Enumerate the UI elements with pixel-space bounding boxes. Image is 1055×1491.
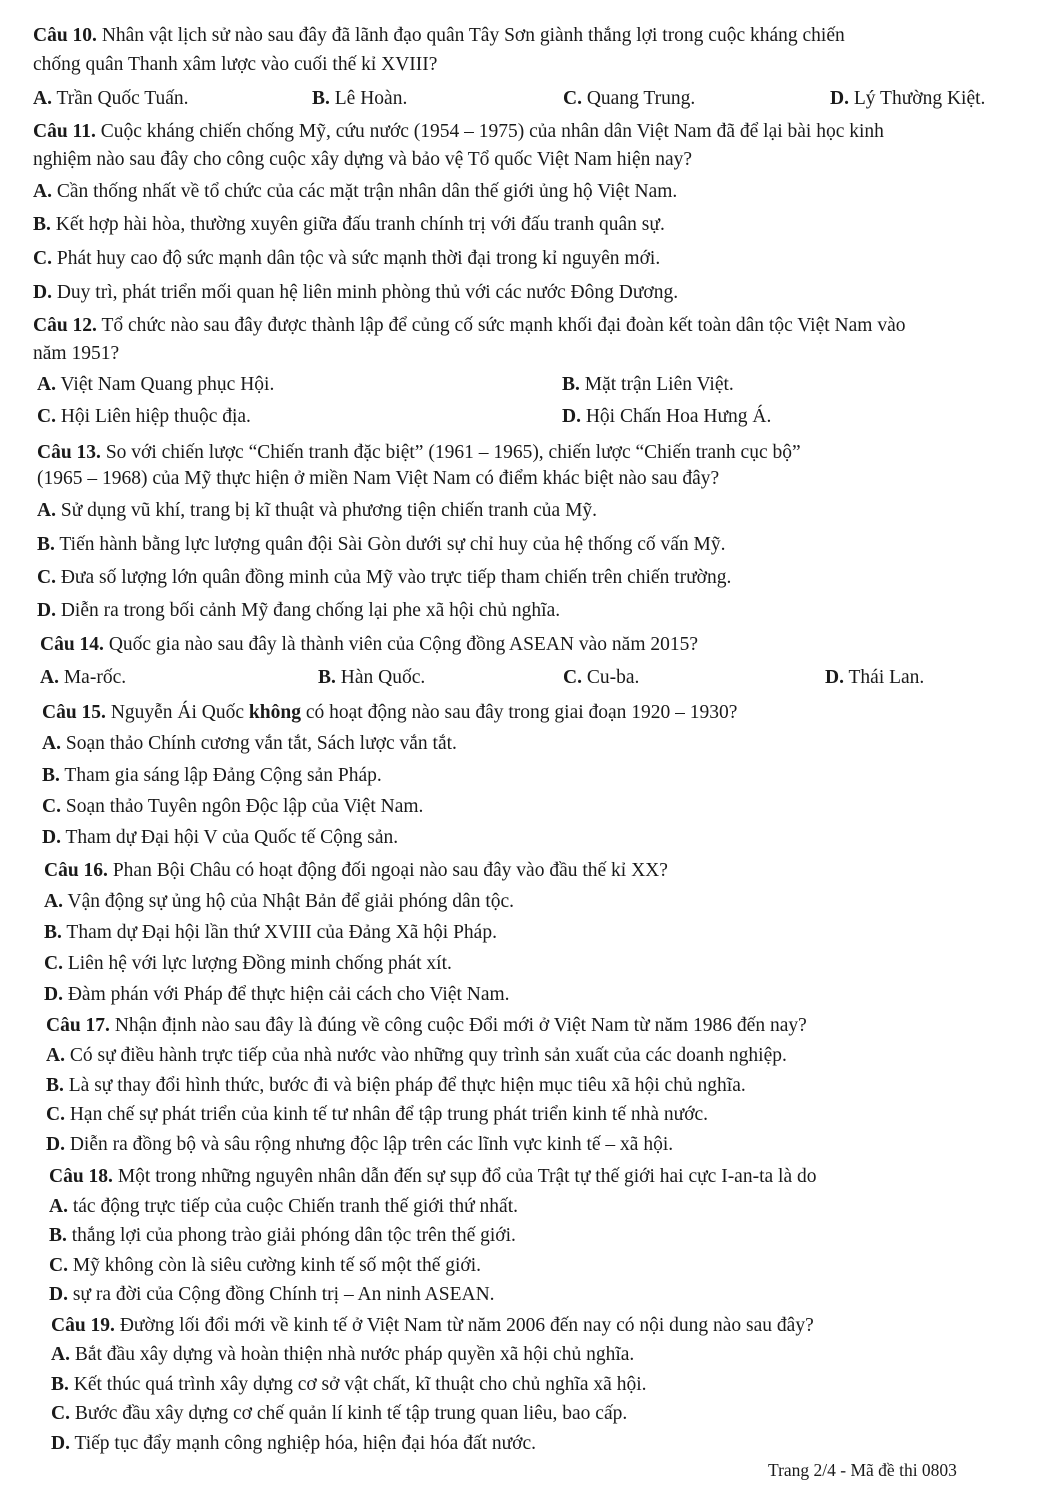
option-letter: D. (562, 406, 581, 427)
option-letter: A. (42, 733, 61, 754)
option-text: Phát huy cao độ sức mạnh dân tộc và sức mạnh thời đại trong kỉ nguyên mới. (56, 248, 661, 269)
question-16-option-d (44, 983, 510, 1007)
option-text: Cu-ba. (586, 667, 640, 688)
question-10-option-b (312, 87, 407, 111)
question-18-label: Câu 18. (49, 1166, 113, 1187)
option-letter: D. (37, 600, 56, 621)
option-text: Tham dự Đại hội lần thứ XVIII của Đảng Xã hội Pháp. (66, 922, 497, 943)
question-12-stem-line-1 (33, 314, 905, 338)
question-11-stem-text-1: Cuộc kháng chiến chống Mỹ, cứu nước (1954 – 1975) của nhân dân Việt Nam đã để lại bài học kinh (100, 121, 884, 142)
question-18-stem-text-1: Một trong những nguyên nhân dẫn đến sự sụp đổ của Trật tự thế giới hai cực I-an-ta là do (117, 1166, 817, 1187)
option-letter: C. (51, 1403, 70, 1424)
question-13-option-a (37, 499, 597, 523)
question-12-option-c (37, 405, 251, 429)
option-letter: A. (49, 1196, 68, 1217)
question-11-option-c (33, 247, 660, 271)
option-letter: B. (42, 765, 60, 786)
option-text: Duy trì, phát triển mối quan hệ liên minh phòng thủ với các nước Đông Dương. (56, 282, 679, 303)
option-text: Tham dự Đại hội V của Quốc tế Cộng sản. (65, 827, 399, 848)
question-12-option-a (37, 373, 274, 397)
option-text: Kết hợp hài hòa, thường xuyên giữa đấu tranh chính trị với đấu tranh quân sự. (55, 214, 665, 235)
question-11-stem-line-2: nghiệm nào sau đây cho công cuộc xây dựng và bảo vệ Tổ quốc Việt Nam hiện nay? (33, 149, 693, 170)
question-17-stem-line-1 (46, 1014, 807, 1038)
option-text: Ma-rốc. (63, 667, 127, 688)
question-16-option-c (44, 952, 452, 976)
option-letter: B. (318, 667, 336, 688)
question-14-stem-line-1 (40, 633, 698, 657)
option-letter: B. (49, 1225, 67, 1246)
question-18-option-d (49, 1283, 495, 1307)
option-text: Liên hệ với lực lượng Đồng minh chống phát xít. (67, 953, 452, 974)
option-letter: A. (51, 1344, 70, 1365)
question-15-stem-pre: Nguyễn Ái Quốc (110, 702, 249, 723)
question-18-option-b (49, 1224, 516, 1248)
option-letter: C. (46, 1104, 65, 1125)
question-17-option-b (46, 1074, 746, 1098)
option-letter: D. (44, 984, 63, 1005)
option-letter: C. (44, 953, 63, 974)
question-15-option-a (42, 732, 457, 756)
question-18-option-c (49, 1254, 481, 1278)
question-15-stem-emphasis: không (248, 702, 301, 723)
option-text: Thái Lan. (848, 667, 925, 688)
question-17-option-a (46, 1044, 787, 1068)
option-text: Tiến hành bằng lực lượng quân đội Sài Gòn dưới sự chỉ huy của hệ thống cố vấn Mỹ. (59, 534, 726, 555)
option-letter: C. (37, 406, 56, 427)
option-text: Hạn chế sự phát triển của kinh tế tư nhân để tập trung phát triển kinh tế nhà nước. (69, 1104, 709, 1125)
question-19-label: Câu 19. (51, 1315, 115, 1336)
question-11-label: Câu 11. (33, 121, 96, 142)
option-text: Tiếp tục đẩy mạnh công nghiệp hóa, hiện đại hóa đất nước. (74, 1433, 537, 1454)
question-19-option-a (51, 1343, 634, 1367)
option-text: Mặt trận Liên Việt. (584, 374, 734, 395)
option-letter: C. (563, 88, 582, 109)
option-text: Bước đầu xây dựng cơ chế quản lí kinh tế tập trung quan liêu, bao cấp. (74, 1403, 628, 1424)
option-text: Diễn ra đồng bộ và sâu rộng nhưng độc lập trên các lĩnh vực kinh tế – xã hội. (69, 1134, 674, 1155)
question-16-label: Câu 16. (44, 860, 108, 881)
option-text: Lý Thường Kiệt. (853, 88, 986, 109)
question-11-option-a (33, 180, 677, 204)
question-10-stem-text-1: Nhân vật lịch sử nào sau đây đã lãnh đạo quân Tây Sơn giành thắng lợi trong cuộc kháng chiến (101, 25, 845, 46)
option-text: Việt Nam Quang phục Hội. (60, 374, 275, 395)
question-13-stem-line-1 (37, 441, 801, 465)
question-15-stem-line-1 (42, 701, 737, 725)
option-letter: B. (562, 374, 580, 395)
option-text: Hàn Quốc. (340, 667, 426, 688)
question-11-stem-line-1 (33, 120, 884, 144)
option-text: Đàm phán với Pháp để thực hiện cải cách cho Việt Nam. (67, 984, 510, 1005)
question-12-option-b (562, 373, 734, 397)
page-footer: Trang 2/4 - Mã đề thi 0803 (768, 1460, 957, 1480)
option-text: Cần thống nhất về tổ chức của các mặt trận nhân dân thế giới ủng hộ Việt Nam. (56, 181, 678, 202)
question-17-stem-text-1: Nhận định nào sau đây là đúng về công cuộc Đổi mới ở Việt Nam từ năm 1986 đến nay? (114, 1015, 807, 1036)
option-text: Là sự thay đổi hình thức, bước đi và biện pháp để thực hiện mục tiêu xã hội chủ nghĩa. (68, 1075, 746, 1096)
question-12-label: Câu 12. (33, 315, 97, 336)
option-letter: B. (46, 1075, 64, 1096)
option-letter: A. (33, 88, 52, 109)
question-19-stem-line-1 (51, 1314, 814, 1338)
option-text: Kết thúc quá trình xây dựng cơ sở vật chất, kĩ thuật cho chủ nghĩa xã hội. (73, 1374, 647, 1395)
option-text: Trần Quốc Tuấn. (56, 88, 189, 109)
question-10-option-c (563, 87, 695, 111)
question-10-stem-line-2: chống quân Thanh xâm lược vào cuối thế kỉ XVIII? (33, 54, 438, 75)
option-text: tác động trực tiếp của cuộc Chiến tranh thế giới thứ nhất. (72, 1196, 518, 1217)
option-letter: C. (49, 1255, 68, 1276)
option-text: Hội Chấn Hoa Hưng Á. (585, 406, 772, 427)
option-letter: B. (33, 214, 51, 235)
option-text: Sử dụng vũ khí, trang bị kĩ thuật và phương tiện chiến tranh của Mỹ. (60, 500, 598, 521)
question-18-stem-line-1 (49, 1165, 816, 1189)
option-letter: D. (830, 88, 849, 109)
option-letter: C. (33, 248, 52, 269)
option-text: Quang Trung. (586, 88, 696, 109)
option-text: thắng lợi của phong trào giải phóng dân tộc trên thế giới. (71, 1225, 516, 1246)
question-12-stem-text-1: Tổ chức nào sau đây được thành lập để củng cố sức mạnh khối đại đoàn kết toàn dân tộc Việt Nam vào (101, 315, 906, 336)
question-19-option-c (51, 1402, 627, 1426)
question-13-stem-text-1: So với chiến lược “Chiến tranh đặc biệt” (1961 – 1965), chiến lược “Chiến tranh cục bộ” (105, 442, 801, 463)
option-text: sự ra đời của Cộng đồng Chính trị – An ninh ASEAN. (72, 1284, 495, 1305)
question-19-option-b (51, 1373, 646, 1397)
option-letter: D. (42, 827, 61, 848)
question-10-option-d (830, 87, 985, 111)
option-text: Đưa số lượng lớn quân đồng minh của Mỹ vào trực tiếp tham chiến trên chiến trường. (60, 567, 732, 588)
question-14-option-a (40, 666, 126, 690)
option-letter: C. (37, 567, 56, 588)
question-19-option-d (51, 1432, 536, 1456)
question-13-option-d (37, 599, 560, 623)
question-11-option-b (33, 213, 665, 237)
question-11-option-d (33, 281, 678, 305)
option-letter: D. (825, 667, 844, 688)
option-letter: A. (33, 181, 52, 202)
question-18-option-a (49, 1195, 518, 1219)
question-13-option-b (37, 533, 725, 557)
question-14-option-b (318, 666, 425, 690)
question-12-stem-line-2: năm 1951? (33, 343, 120, 364)
option-text: Mỹ không còn là siêu cường kinh tế số một thế giới. (72, 1255, 481, 1276)
option-letter: D. (51, 1433, 70, 1454)
option-letter: D. (49, 1284, 68, 1305)
question-16-option-b (44, 921, 497, 945)
option-letter: D. (46, 1134, 65, 1155)
option-letter: A. (37, 500, 56, 521)
question-15-stem-post: có hoạt động nào sau đây trong giai đoạn 1920 – 1930? (300, 702, 738, 723)
option-text: Soạn thảo Chính cương vắn tắt, Sách lược vắn tắt. (65, 733, 457, 754)
question-16-option-a (44, 890, 514, 914)
question-19-stem-text-1: Đường lối đổi mới về kinh tế ở Việt Nam từ năm 2006 đến nay có nội dung nào sau đây? (119, 1315, 814, 1336)
question-17-option-c (46, 1103, 708, 1127)
option-letter: A. (40, 667, 59, 688)
option-text: Vận động sự ủng hộ của Nhật Bản để giải phóng dân tộc. (67, 891, 515, 912)
question-10-label: Câu 10. (33, 25, 97, 46)
option-letter: C. (42, 796, 61, 817)
question-12-option-d (562, 405, 771, 429)
option-letter: A. (44, 891, 63, 912)
option-text: Tham gia sáng lập Đảng Cộng sản Pháp. (64, 765, 382, 786)
option-text: Lê Hoàn. (334, 88, 408, 109)
option-letter: A. (37, 374, 56, 395)
option-text: Soạn thảo Tuyên ngôn Độc lập của Việt Nam. (65, 796, 424, 817)
question-13-label: Câu 13. (37, 442, 101, 463)
question-13-stem-line-2: (1965 – 1968) của Mỹ thực hiện ở miền Nam Việt Nam có điểm khác biệt nào sau đây? (37, 468, 720, 489)
question-16-stem-line-1 (44, 859, 668, 883)
question-14-option-d (825, 666, 924, 690)
question-15-label: Câu 15. (42, 702, 106, 723)
question-16-stem-text-1: Phan Bội Châu có hoạt động đối ngoại nào sau đây vào đầu thế kỉ XX? (112, 860, 668, 881)
question-15-option-c (42, 795, 423, 819)
option-text: Diễn ra trong bối cảnh Mỹ đang chống lại phe xã hội chủ nghĩa. (60, 600, 561, 621)
question-17-label: Câu 17. (46, 1015, 110, 1036)
question-15-option-d (42, 826, 398, 850)
option-letter: A. (46, 1045, 65, 1066)
question-10-stem-line-1 (33, 24, 845, 48)
option-text: Bắt đầu xây dựng và hoàn thiện nhà nước pháp quyền xã hội chủ nghĩa. (74, 1344, 635, 1365)
question-14-label: Câu 14. (40, 634, 104, 655)
option-letter: D. (33, 282, 52, 303)
question-10-option-a (33, 87, 189, 111)
option-text: Có sự điều hành trực tiếp của nhà nước vào những quy trình sản xuất của các doanh nghiệp. (69, 1045, 787, 1066)
option-letter: B. (44, 922, 62, 943)
question-17-option-d (46, 1133, 673, 1157)
question-14-stem-text-1: Quốc gia nào sau đây là thành viên của Cộng đồng ASEAN vào năm 2015? (108, 634, 699, 655)
question-14-option-c (563, 666, 639, 690)
question-15-option-b (42, 764, 382, 788)
option-letter: B. (37, 534, 55, 555)
option-letter: B. (51, 1374, 69, 1395)
option-letter: C. (563, 667, 582, 688)
option-letter: B. (312, 88, 330, 109)
question-13-option-c (37, 566, 731, 590)
option-text: Hội Liên hiệp thuộc địa. (60, 406, 251, 427)
